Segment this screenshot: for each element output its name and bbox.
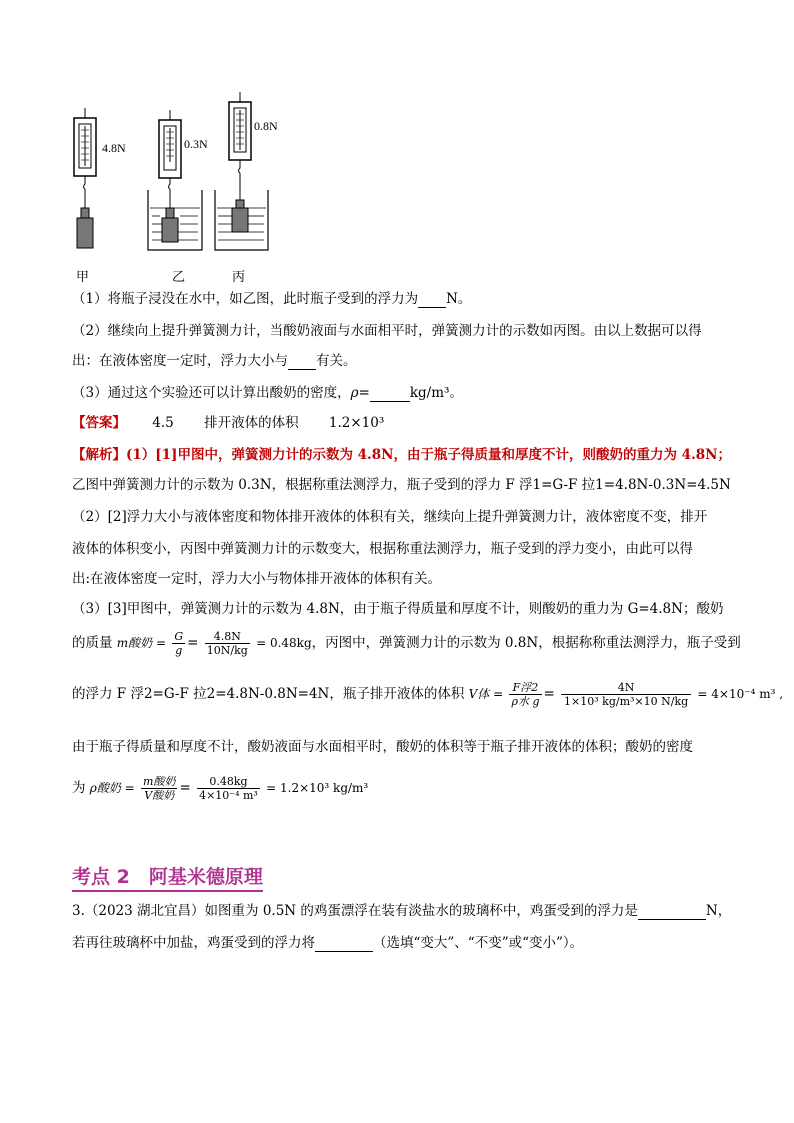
answer-2: 排开液体的体积 <box>204 415 299 431</box>
label-yi: 乙 <box>172 270 186 285</box>
analysis-line-3: （2）[2]浮力大小与液体密度和物体排开液体的体积有关，继续向上提升弹簧测力计，液体密度不变，排开 <box>72 509 708 525</box>
q1-unit: N。 <box>446 291 472 307</box>
question-2-line2 <box>72 352 357 370</box>
question-3 <box>72 384 463 402</box>
q3-blank <box>370 401 410 402</box>
q2-blank <box>288 369 316 370</box>
q3-text: （3）通过这个实验还可以计算出酸奶的密度， <box>72 385 351 401</box>
formula-density-lhs: ρ酸奶 = <box>89 781 135 795</box>
analysis-line-2: 乙图中弹簧测力计的示数为 0.3N，根据称重法测浮力，瓶子受到的浮力 F 浮1=G-F 拉1=4.8N-0.3N=4.5N <box>72 477 731 493</box>
formula-density-frac2: $\frac{0.48kg}{\text{4×10⁻⁴ m³}}$ <box>199 775 258 802</box>
answer-line <box>72 414 384 432</box>
reading-yi: 0.3N <box>184 137 208 151</box>
formula-volume-frac1: $\frac{\text{F浮2}}{\text{ρ水 g}}$ <box>511 681 540 708</box>
question-2-line1: （2）继续向上提升弹簧测力计，当酸奶液面与水面相平时，弹簧测力计的示数如丙图。由以上数据可以得 <box>72 323 702 339</box>
q1-blank <box>418 307 446 308</box>
scale-bing <box>215 92 268 250</box>
formula-mass-lhs: m酸奶 = <box>116 636 167 650</box>
q3b-blank-1 <box>638 919 706 920</box>
formula-volume-lhs: V体 = <box>468 687 504 701</box>
question-3b-line1: 3.（2023 湖北宜昌）如图重为 0.5N 的鸡蛋漂浮在装有淡盐水的玻璃杯中，鸡蛋受到的浮力是 N， <box>72 903 732 919</box>
section-heading: 考点 2 阿基米德原理 <box>72 862 263 892</box>
answer-tag: 【答案】 <box>72 415 126 431</box>
q2-suffix: 有关。 <box>316 353 357 369</box>
analysis-line-5: 出:在液体密度一定时，浮力大小与物体排开液体的体积有关。 <box>72 571 442 587</box>
analysis-line-1: 【解析】(1）[1]甲图中，弹簧测力计的示数为 4.8N，由于瓶子得质量和厚度不计，则酸奶的重力为 4.8N； <box>72 447 732 463</box>
analysis-line-9: 由于瓶子得质量和厚度不计，酸奶液面与水面相平时，酸奶的体积等于瓶子排开液体的体积；酸奶的密度 <box>72 739 693 755</box>
question-1 <box>72 290 471 308</box>
question-3b-line2: 若再往玻璃杯中加盐，鸡蛋受到的浮力将 （选填“变大”、“不变”或“变小”）。 <box>72 935 584 951</box>
answer-1: 4.5 <box>152 415 174 431</box>
analysis-line-8: 的浮力 F 浮2=G-F 拉2=4.8N-0.8N=4N，瓶子排开液体的体积 V体 = $\frac{\text{F浮2}}{\text{ρ水 g}}$ = $\frac{4N}{\text{1×10³ kg/m³×10 N/kg}}$ = 4×10⁻⁴ m³ , <box>72 681 784 708</box>
answer-3: 1.2×10³ <box>328 415 385 431</box>
analysis-line-10: 为 ρ酸奶 = $\frac{\text{m酸奶}}{\text{V酸奶}}$ = $\frac{0.48kg}{\text{4×10⁻⁴ m³}}$ = 1.2×10³ kg/m³ <box>72 775 369 802</box>
label-bing: 丙 <box>232 270 246 285</box>
q3-unit: kg/m³。 <box>409 385 463 401</box>
scale-jia <box>74 108 96 248</box>
spring-scale-figure <box>60 90 420 280</box>
label-jia: 甲 <box>76 270 90 285</box>
formula-mass-frac2: $\frac{4.8N}{10N/kg}$ <box>206 630 248 657</box>
q3b-blank-2 <box>315 951 373 952</box>
q3-rho: ρ= <box>350 385 370 401</box>
analysis-line-4: 液体的体积变小，丙图中弹簧测力计的示数变大，根据称重法测浮力，瓶子受到的浮力变小，由此可以得 <box>72 541 693 557</box>
analysis-line-6: （3）[3]甲图中，弹簧测力计的示数为 4.8N，由于瓶子得质量和厚度不计，则酸奶的重力为 G=4.8N；酸奶 <box>72 601 724 617</box>
analysis-line-7: 的质量 m酸奶 = $\frac{G}{g}$ = $\frac{4.8N}{10N/kg}$ = 0.48kg，丙图中，弹簧测力计的示数为 0.8N，根据称称重法测浮力，瓶子受到 <box>72 630 741 657</box>
reading-bing: 0.8N <box>254 119 278 133</box>
formula-density-frac1: $\frac{\text{m酸奶}}{\text{V酸奶}}$ <box>143 775 176 802</box>
formula-volume-frac2: $\frac{4N}{\text{1×10³ kg/m³×10 N/kg}}$ <box>561 681 691 708</box>
q2-text: 出：在液体密度一定时，浮力大小与 <box>72 353 288 369</box>
scale-yi <box>148 110 202 250</box>
q1-text: （1）将瓶子浸没在水中，如乙图，此时瓶子受到的浮力为 <box>72 291 419 307</box>
formula-mass-frac1: $\frac{G}{g}$ <box>174 630 184 657</box>
reading-jia: 4.8N <box>102 141 126 155</box>
